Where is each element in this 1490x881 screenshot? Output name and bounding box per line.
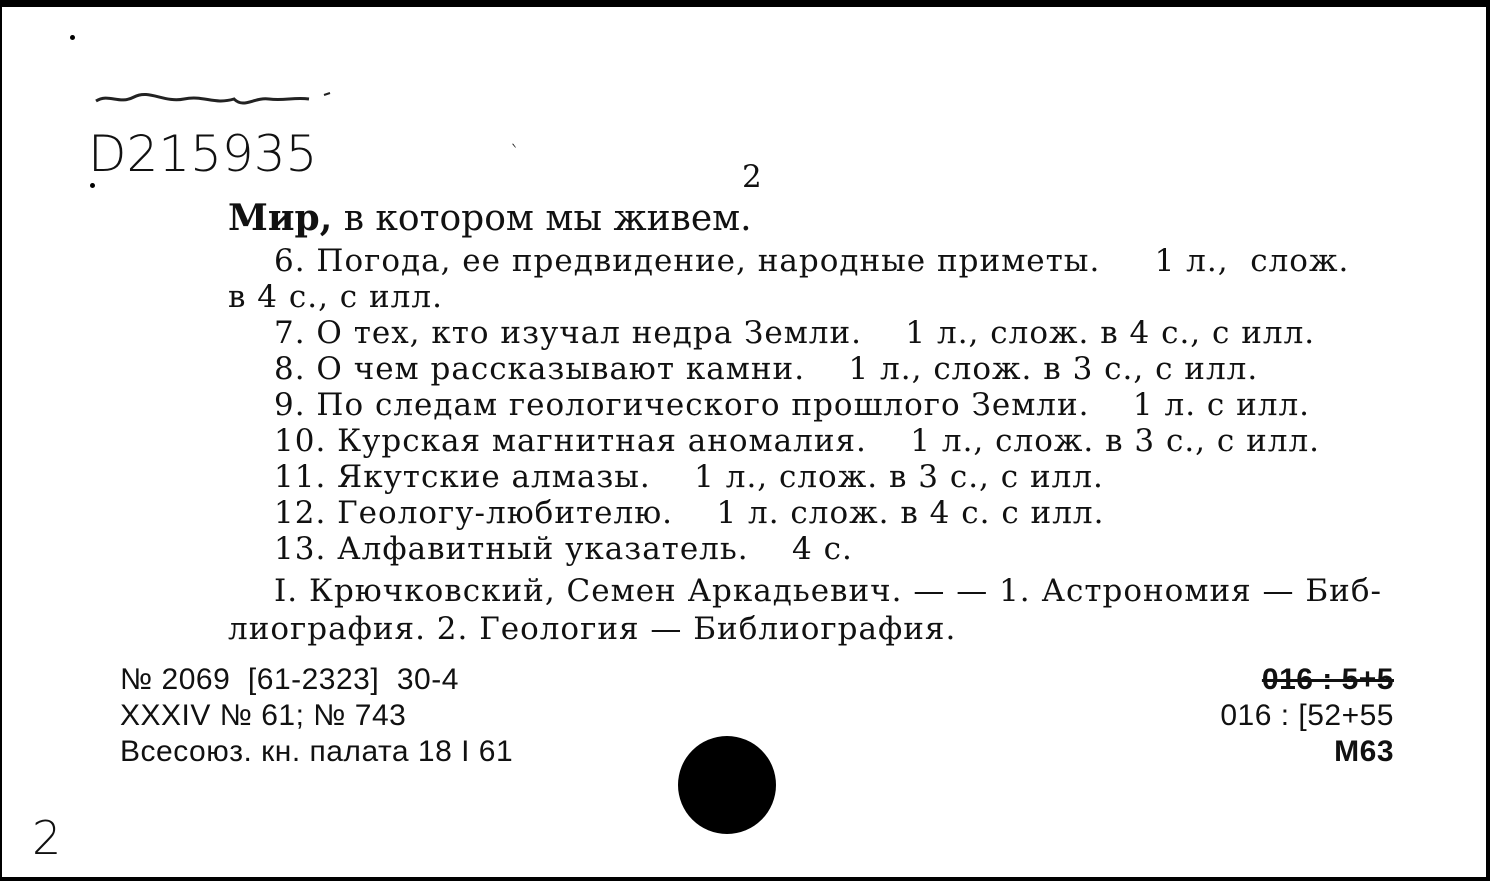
contents-line: 13. Алфавитный указатель. 4 с. [274,531,853,567]
contents-line: 8. О чем рассказывают камни. 1 л., слож. в 3 с., с илл. [274,351,1259,387]
chronicle-ref: XXXIV № 61; № 743 [120,699,407,732]
punch-hole [678,736,776,834]
tracing-line: I. Крючковский, Семен Аркадьевич. — — 1. Астрономия — Биб- [274,573,1382,609]
contents-line: 7. О тех, кто изучал недра Земли. 1 л., слож. в 4 с., с илл. [274,315,1316,351]
contents-line: 10. Курская магнитная аномалия. 1 л., слож. в 3 с., с илл. [274,423,1321,459]
class-code: 016 : [52+55 [1220,699,1394,732]
contents-line: 11. Якутские алмазы. 1 л., слож. в 3 с., с илл. [274,459,1104,495]
page-number: 2 [742,159,763,195]
handwritten-scribble [94,87,334,111]
corner-mark: 2 [32,811,62,865]
call-number: D215935 [88,125,318,183]
chamber-imprint: Всесоюз. кн. палата 18 I 61 [120,735,514,768]
contents-line: 12. Геологу-любителю. 1 л. слож. в 4 с. с илл. [274,495,1105,531]
author-mark: М63 [1334,735,1394,768]
contents-line: 9. По следам геологического прошлого Земли. 1 л. с илл. [274,387,1311,423]
contents-line: 6. Погода, ее предвидение, народные приметы. 1 л., слож. [274,243,1350,279]
tracing-line: лиография. 2. Геология — Библиография. [228,611,957,647]
card-number: № 2069 [61-2323] 30-4 [120,663,459,696]
struck-class-code: 016 : 5+5 [1261,663,1394,696]
ink-dot [70,35,75,40]
card-title [228,197,752,239]
ink-dot [90,183,95,188]
tick-mark: ˋ [510,141,520,165]
title-rest: в котором мы живем. [332,198,752,239]
title-bold: Мир, [228,197,333,239]
contents-line: в 4 с., с илл. [228,279,443,315]
